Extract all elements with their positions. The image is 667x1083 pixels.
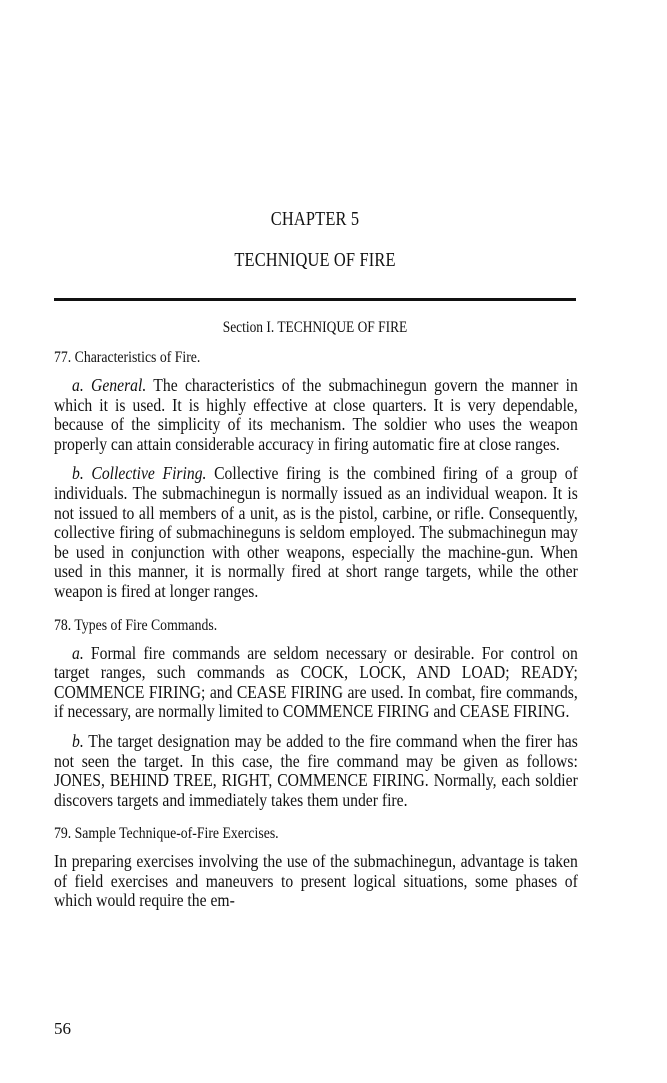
body-text xyxy=(54,348,578,921)
subparagraph-text: The characteristics of the submachinegun govern the manner in which it is used. It is highly effective at close quarters. It is very dependable, because of the simplicity of its mechanism. The soldier who uses the weapon properly can attain considerable accuracy in firing automatic fire at close ranges. xyxy=(54,375,578,454)
subparagraph-label: a. General. xyxy=(72,375,147,395)
paragraph-77b xyxy=(54,464,578,601)
horizontal-rule xyxy=(54,298,576,301)
chapter-title: TECHNIQUE OF FIRE xyxy=(234,249,396,271)
paragraph-77a xyxy=(54,376,578,454)
subparagraph-label: a. xyxy=(72,642,84,663)
subparagraph-text: The target designation may be added to the fire command when the firer has not seen the target. In this case, the fire command may be given as follows: JONES, BEHIND TREE, RIGHT, COMMENCE FIRING. Normally, each soldier discovers targets and immediately takes them under fire. xyxy=(54,730,578,810)
subparagraph-text: Collective firing is the combined firing of a group of individuals. The submachinegun is normally issued as an individual weapon. It is not issued to all members of a unit, as is the pistol, carbine, or rifle. Consequently, collective firing of submachineguns is seldom employed. The submachinegun may be used in conjunction with other weapons, especially the machine-gun. When used in this manner, it is normally fired at short range targets, while the other weapon is fired at longer ranges. xyxy=(54,463,578,601)
section-heading: Section I. TECHNIQUE OF FIRE xyxy=(222,319,408,336)
paragraph-heading-78: 78. Types of Fire Commands. xyxy=(54,616,218,634)
subparagraph-label: b. Collective Firing. xyxy=(72,463,207,484)
subparagraph-label: b. xyxy=(72,730,84,751)
page-number: 56 xyxy=(54,1019,71,1038)
paragraph-heading-79: 79. Sample Technique-of-Fire Exercises. xyxy=(54,825,279,843)
subparagraph-text: Formal fire commands are seldom necessary or desirable. For control on target ranges, such commands as COCK, LOCK, AND LOAD; READY; COMMENCE FIRING; and CEASE FIRING are used. In combat, fire commands, if necessary, are normally limited to COMMENCE FIRING and CEASE FIRING. xyxy=(54,642,578,722)
paragraph-79: In preparing exercises involving the use of the submachinegun, advantage is taken of field exercises and maneuvers to present logical situations, some phases of which would require the em- xyxy=(54,851,578,911)
paragraph-78b xyxy=(54,732,578,810)
paragraph-heading-77: 77. Characteristics of Fire. xyxy=(54,349,201,366)
paragraph-78a xyxy=(54,644,578,722)
chapter-number: CHAPTER 5 xyxy=(270,208,360,230)
